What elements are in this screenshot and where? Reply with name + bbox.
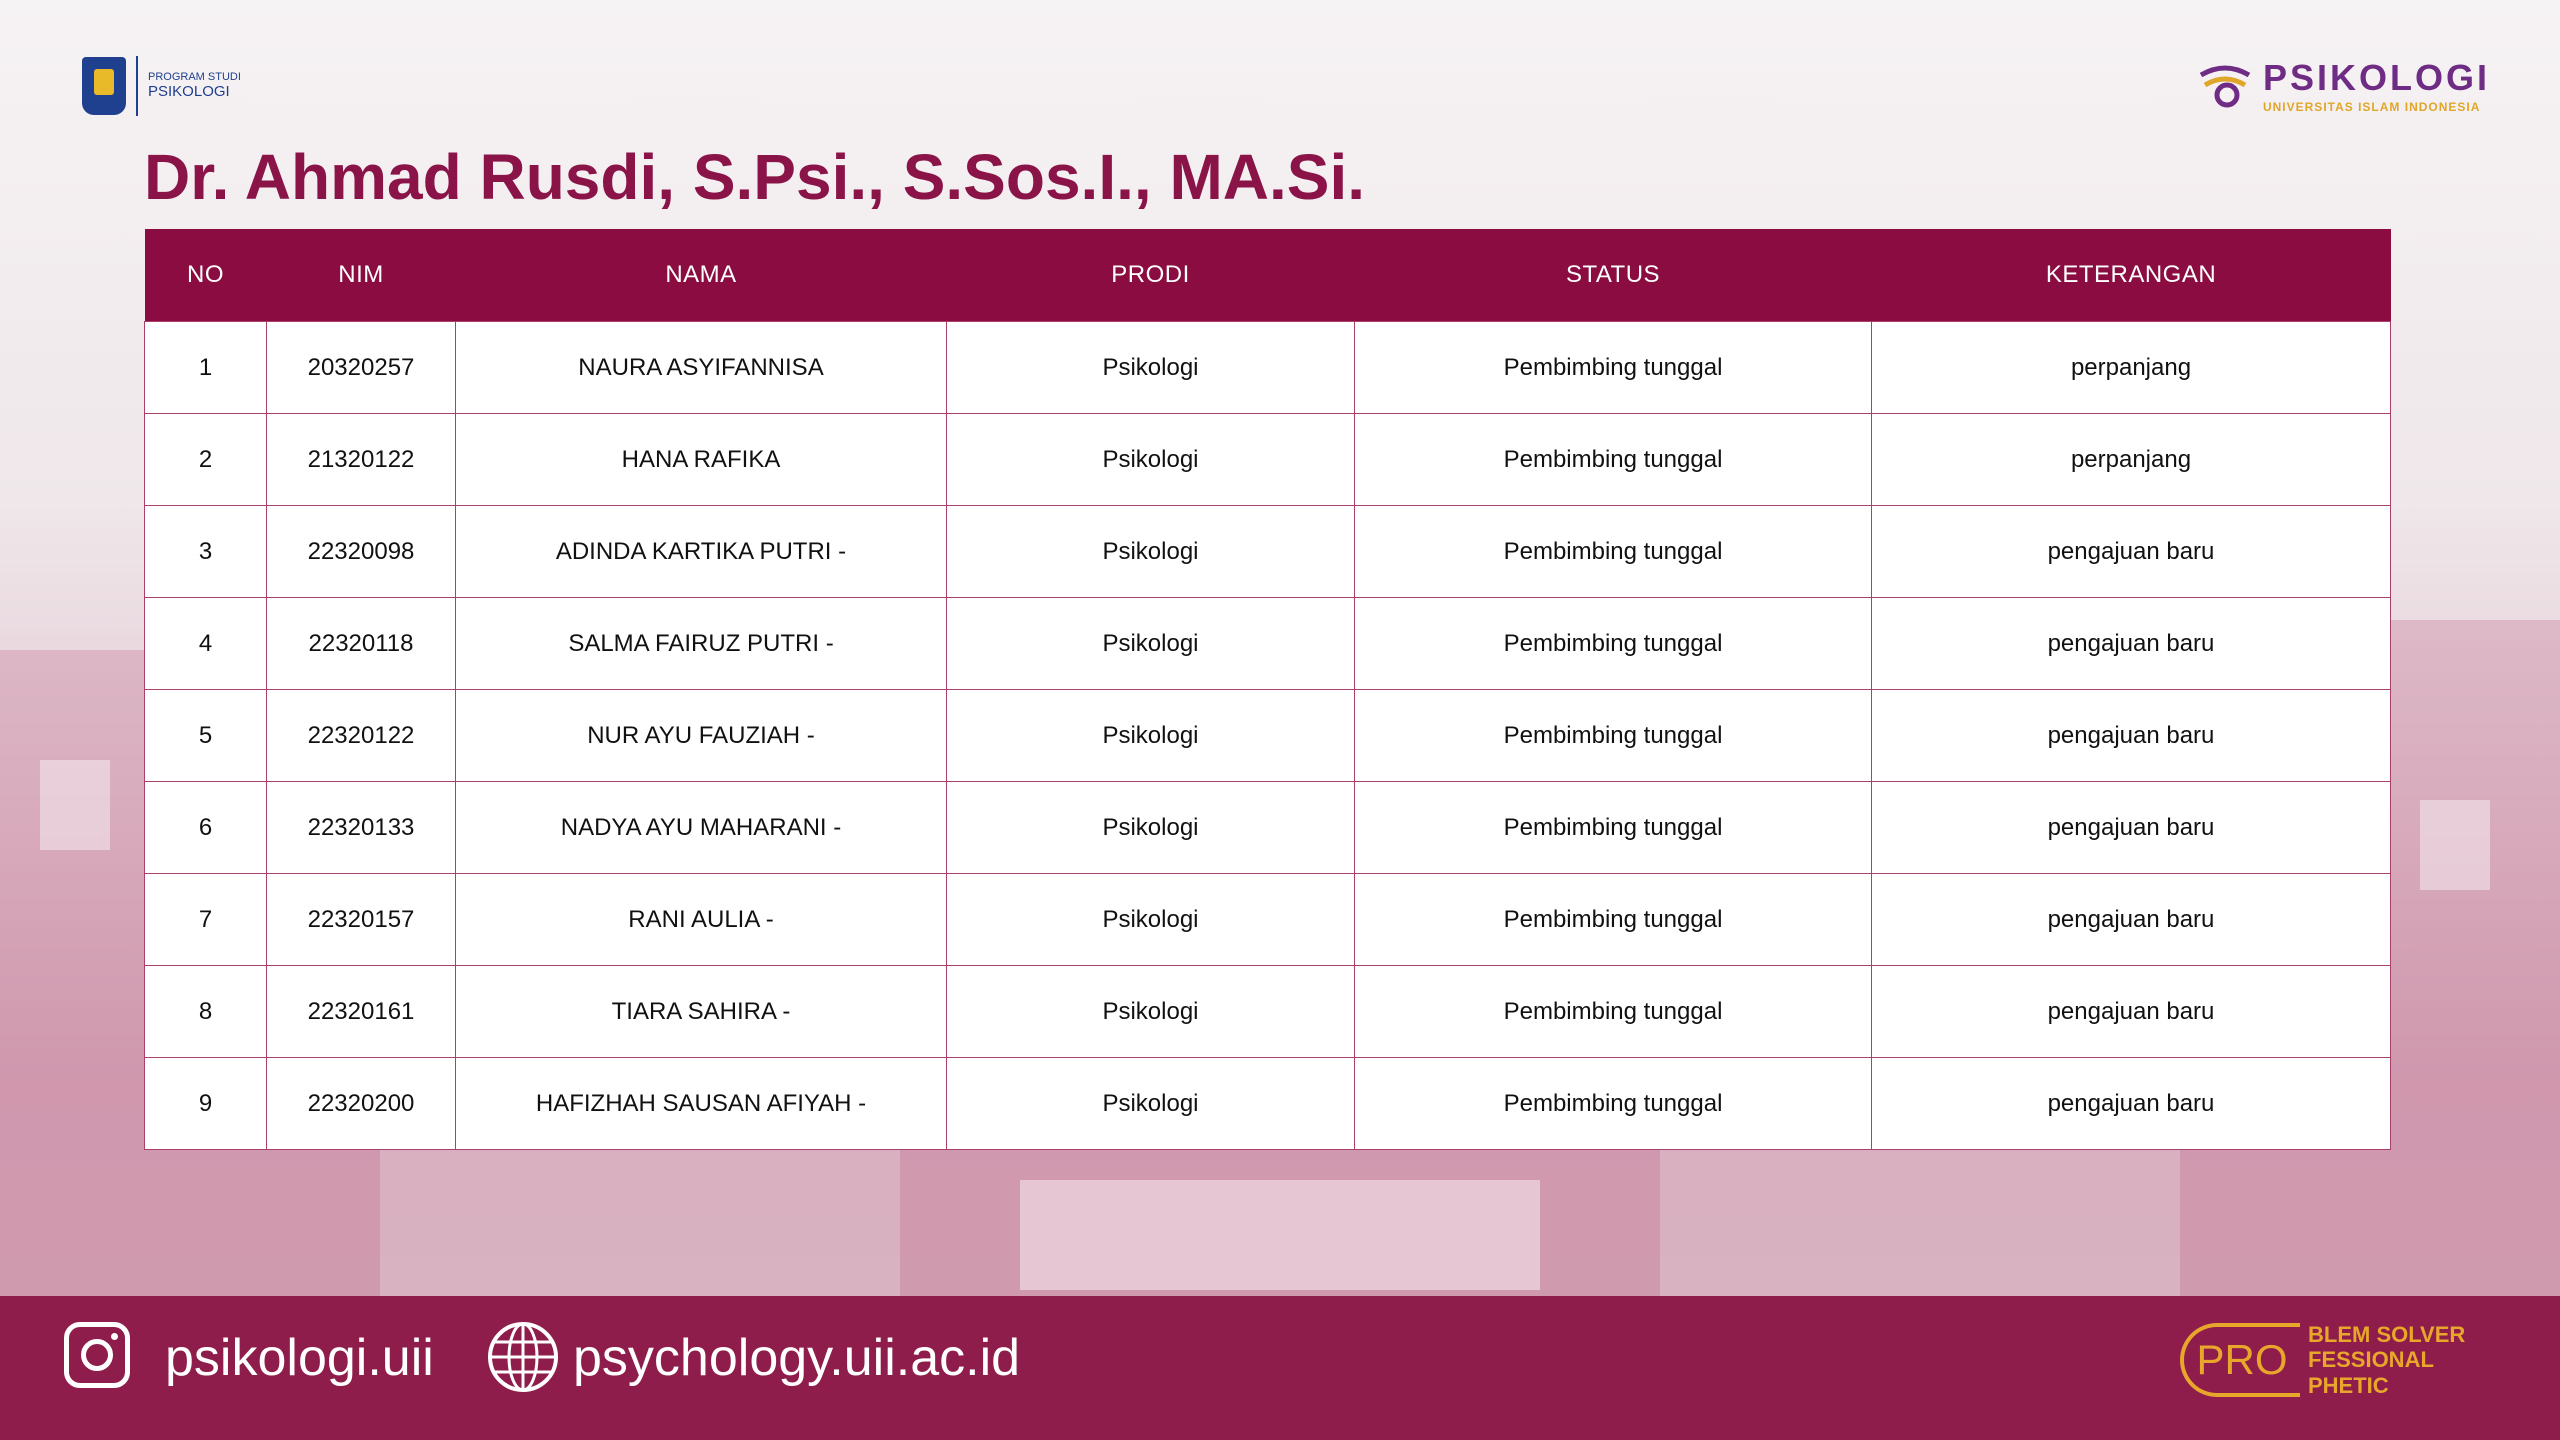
table-row <box>145 1058 2391 1150</box>
uii-program-logo <box>82 56 241 116</box>
cell-prodi: Psikologi <box>947 322 1355 414</box>
cell-keterangan: pengajuan baru <box>1872 874 2391 966</box>
cell-no: 7 <box>145 874 267 966</box>
cell-nim: 22320161 <box>267 966 456 1058</box>
pro-line-3: PHETIC <box>2308 1372 2389 1398</box>
column-header-nama: NAMA <box>456 229 947 322</box>
cell-nim: 22320122 <box>267 690 456 782</box>
cell-nim: 22320118 <box>267 598 456 690</box>
cell-no: 1 <box>145 322 267 414</box>
cell-nim: 22320098 <box>267 506 456 598</box>
cell-nama: NAURA ASYIFANNISA <box>456 322 947 414</box>
cell-prodi: Psikologi <box>947 414 1355 506</box>
cell-status: Pembimbing tunggal <box>1355 874 1872 966</box>
cell-nama: HANA RAFIKA <box>456 414 947 506</box>
cell-nama: SALMA FAIRUZ PUTRI - <box>456 598 947 690</box>
cell-nama: TIARA SAHIRA - <box>456 966 947 1058</box>
cell-nim: 22320200 <box>267 1058 456 1150</box>
uii-logo-line2: PSIKOLOGI <box>148 82 230 100</box>
globe-icon <box>486 1320 560 1394</box>
cell-prodi: Psikologi <box>947 1058 1355 1150</box>
cell-keterangan: pengajuan baru <box>1872 1058 2391 1150</box>
cell-no: 8 <box>145 966 267 1058</box>
instagram-handle: psikologi.uii <box>165 1329 434 1387</box>
brand-subtitle: UNIVERSITAS ISLAM INDONESIA <box>2262 100 2481 114</box>
psikologi-mark-icon <box>2197 65 2253 109</box>
cell-prodi: Psikologi <box>947 598 1355 690</box>
uii-logo-line1: PROGRAM STUDI <box>148 71 241 84</box>
cell-status: Pembimbing tunggal <box>1355 506 1872 598</box>
cell-keterangan: pengajuan baru <box>1872 690 2391 782</box>
cell-nama: HAFIZHAH SAUSAN AFIYAH - <box>456 1058 947 1150</box>
cell-no: 5 <box>145 690 267 782</box>
pro-mark: PRO <box>2180 1323 2300 1397</box>
cell-prodi: Psikologi <box>947 874 1355 966</box>
cell-status: Pembimbing tunggal <box>1355 782 1872 874</box>
cell-no: 3 <box>145 506 267 598</box>
cell-status: Pembimbing tunggal <box>1355 414 1872 506</box>
column-header-status: STATUS <box>1355 229 1872 322</box>
cell-no: 6 <box>145 782 267 874</box>
cell-keterangan: perpanjang <box>1872 414 2391 506</box>
table-row <box>145 322 2391 414</box>
cell-nama: ADINDA KARTIKA PUTRI - <box>456 506 947 598</box>
cell-keterangan: pengajuan baru <box>1872 966 2391 1058</box>
cell-nama: RANI AULIA - <box>456 874 947 966</box>
cell-prodi: Psikologi <box>947 966 1355 1058</box>
table-row <box>145 690 2391 782</box>
cell-keterangan: perpanjang <box>1872 322 2391 414</box>
psikologi-brand-logo <box>2197 57 2490 114</box>
uii-shield-icon <box>82 57 126 115</box>
cell-nim: 20320257 <box>267 322 456 414</box>
cell-keterangan: pengajuan baru <box>1872 506 2391 598</box>
students-table <box>144 229 2391 1150</box>
column-header-prodi: PRODI <box>947 229 1355 322</box>
table-row <box>145 598 2391 690</box>
website-url: psychology.uii.ac.id <box>573 1329 1021 1387</box>
cell-no: 2 <box>145 414 267 506</box>
cell-nim: 22320157 <box>267 874 456 966</box>
cell-status: Pembimbing tunggal <box>1355 966 1872 1058</box>
column-header-no: NO <box>145 229 267 322</box>
table-header-row <box>145 229 2391 322</box>
cell-nim: 22320133 <box>267 782 456 874</box>
table-row <box>145 506 2391 598</box>
cell-status: Pembimbing tunggal <box>1355 1058 1872 1150</box>
column-header-keterangan: KETERANGAN <box>1872 229 2391 322</box>
table-row <box>145 414 2391 506</box>
cell-prodi: Psikologi <box>947 690 1355 782</box>
cell-prodi: Psikologi <box>947 782 1355 874</box>
cell-no: 9 <box>145 1058 267 1150</box>
cell-keterangan: pengajuan baru <box>1872 782 2391 874</box>
cell-nama: NUR AYU FAUZIAH - <box>456 690 947 782</box>
cell-status: Pembimbing tunggal <box>1355 690 1872 782</box>
instagram-icon <box>64 1322 130 1388</box>
cell-nim: 21320122 <box>267 414 456 506</box>
pro-line-1: BLEM SOLVER <box>2308 1322 2466 1347</box>
pro-line-2: FESSIONAL <box>2308 1347 2434 1373</box>
column-header-nim: NIM <box>267 229 456 322</box>
table-row <box>145 782 2391 874</box>
cell-status: Pembimbing tunggal <box>1355 322 1872 414</box>
cell-prodi: Psikologi <box>947 506 1355 598</box>
table-row <box>145 874 2391 966</box>
problem-solver-logo <box>2180 1322 2465 1398</box>
cell-nama: NADYA AYU MAHARANI - <box>456 782 947 874</box>
page-title: Dr. Ahmad Rusdi, S.Psi., S.Sos.I., MA.Si. <box>144 141 1365 213</box>
logo-divider <box>136 56 138 116</box>
cell-status: Pembimbing tunggal <box>1355 598 1872 690</box>
cell-no: 4 <box>145 598 267 690</box>
brand-name: PSIKOLOGI <box>2262 57 2490 98</box>
table-row <box>145 966 2391 1058</box>
cell-keterangan: pengajuan baru <box>1872 598 2391 690</box>
